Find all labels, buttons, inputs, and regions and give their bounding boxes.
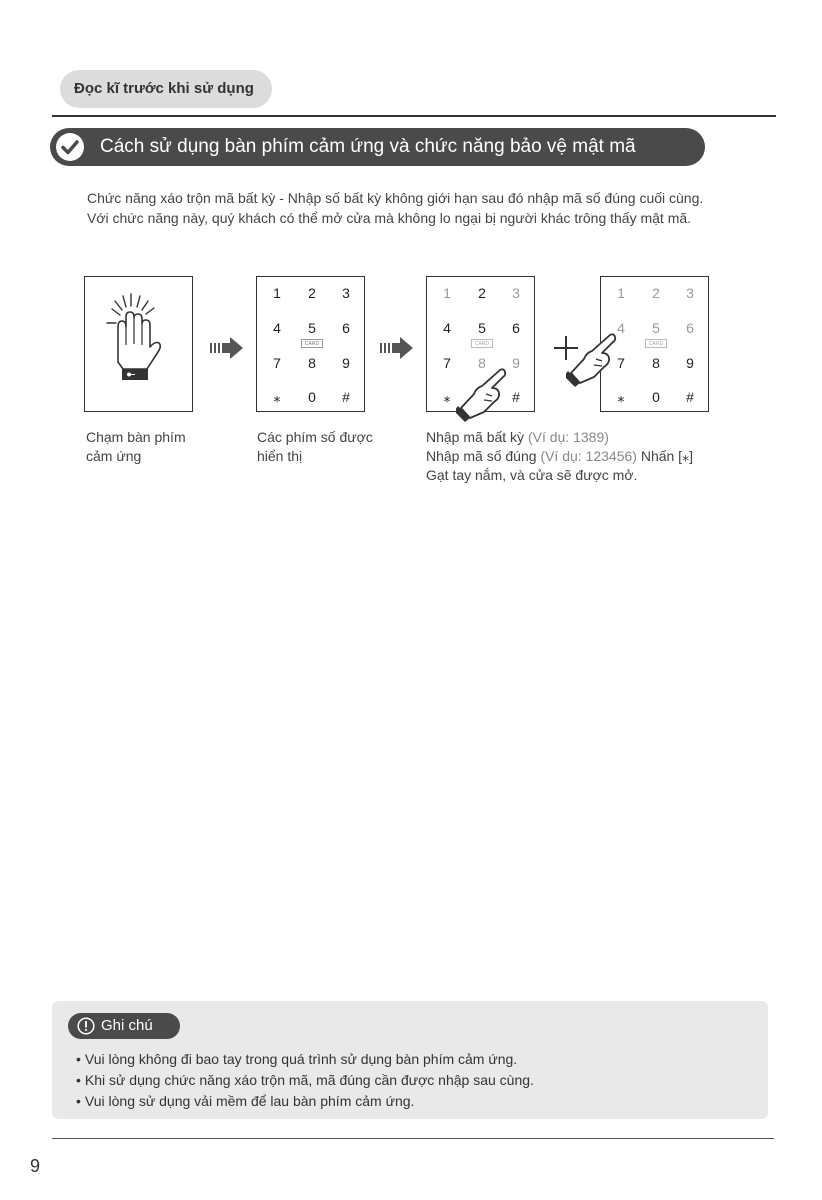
section-title: Cách sử dụng bàn phím cảm ứng và chức năng bảo vệ mật mã <box>100 136 636 157</box>
intro-line-2: Với chức năng này, quý khách có thể mở cửa mà không lo ngại bị người khác trông thấy mật mã. <box>87 210 692 226</box>
key-hash[interactable]: # <box>686 389 694 405</box>
key-0[interactable]: 0 <box>652 389 660 405</box>
arrow-right-icon <box>210 335 244 361</box>
pointing-finger-icon <box>456 366 512 422</box>
note-item: • Khi sử dụng chức năng xáo trộn mã, mã đúng cần được nhập sau cùng. <box>76 1070 534 1091</box>
key-1[interactable]: 1 <box>273 285 281 301</box>
check-circle-icon <box>55 132 85 162</box>
step-1-line-1: Chạm bàn phím <box>86 429 186 445</box>
arrow-right-icon <box>380 335 414 361</box>
key-star[interactable]: ⁎ <box>443 389 451 405</box>
key-3[interactable]: 3 <box>512 285 520 301</box>
key-9[interactable]: 9 <box>512 355 520 371</box>
key-5[interactable]: 5 <box>478 320 486 336</box>
key-2[interactable]: 2 <box>478 285 486 301</box>
step-1-caption <box>86 428 236 466</box>
key-2[interactable]: 2 <box>652 285 660 301</box>
notes-box <box>52 1001 768 1119</box>
key-9[interactable]: 9 <box>342 355 350 371</box>
key-7[interactable]: 7 <box>617 355 625 371</box>
step-3-random-code-text: Nhập mã bất kỳ <box>426 429 525 445</box>
step-3-press-star-text: Nhấn [⁎] <box>640 448 693 464</box>
intro-text <box>87 188 787 228</box>
step-3-correct-code-text: Nhập mã số đúng <box>426 448 537 464</box>
key-9[interactable]: 9 <box>686 355 694 371</box>
step-3-line-2 <box>426 447 766 466</box>
notes-title-pill <box>68 1013 180 1039</box>
section-title-bar <box>50 128 705 166</box>
key-hash[interactable]: # <box>342 389 350 405</box>
step-2-caption <box>257 428 407 466</box>
intro-line-1: Chức năng xáo trộn mã bất kỳ - Nhập số bất kỳ không giới hạn sau đó nhập mã số đúng cuối cùng. <box>87 190 704 206</box>
header-divider <box>52 115 776 117</box>
key-7[interactable]: 7 <box>443 355 451 371</box>
key-1[interactable]: 1 <box>617 285 625 301</box>
step-2-line-2: hiển thị <box>257 448 303 464</box>
key-5[interactable]: 5 <box>308 320 316 336</box>
key-5[interactable]: 5 <box>652 320 660 336</box>
key-star[interactable]: ⁎ <box>273 389 281 405</box>
footer-divider <box>52 1138 774 1139</box>
notes-list <box>76 1049 534 1112</box>
key-4[interactable]: 4 <box>617 320 625 336</box>
touch-panel <box>84 276 193 412</box>
key-2[interactable]: 2 <box>308 285 316 301</box>
hand-touch-icon <box>85 277 191 410</box>
key-hash[interactable]: # <box>512 389 520 405</box>
key-6[interactable]: 6 <box>512 320 520 336</box>
step-1-line-2: cảm ứng <box>86 448 142 464</box>
key-star[interactable]: ⁎ <box>617 389 625 405</box>
step-3-line-3: Gạt tay nắm, và cửa sẽ được mở. <box>426 467 638 483</box>
note-item: • Vui lòng sử dụng vải mềm để lau bàn phím cảm ứng. <box>76 1091 534 1112</box>
note-item: • Vui lòng không đi bao tay trong quá trình sử dụng bàn phím cảm ứng. <box>76 1049 534 1070</box>
key-3[interactable]: 3 <box>342 285 350 301</box>
step-2-line-1: Các phím số được <box>257 429 373 445</box>
card-label: CARD <box>645 339 667 348</box>
exclamation-circle-icon <box>77 1017 95 1035</box>
pointing-finger-icon <box>566 331 622 387</box>
step-3-caption <box>426 428 766 485</box>
key-6[interactable]: 6 <box>342 320 350 336</box>
key-8[interactable]: 8 <box>478 355 486 371</box>
key-1[interactable]: 1 <box>443 285 451 301</box>
key-7[interactable]: 7 <box>273 355 281 371</box>
keypad-lit-panel <box>256 276 365 412</box>
section-header-pill: Đọc kĩ trước khi sử dụng <box>60 70 272 108</box>
step-3-random-code-example: (Ví dụ: 1389) <box>527 429 609 445</box>
key-3[interactable]: 3 <box>686 285 694 301</box>
key-4[interactable]: 4 <box>443 320 451 336</box>
step-3-correct-code-example: (Ví dụ: 123456) <box>540 448 637 464</box>
key-8[interactable]: 8 <box>308 355 316 371</box>
notes-title: Ghi chú <box>101 1017 153 1034</box>
key-0[interactable]: 0 <box>308 389 316 405</box>
step-3-line-1 <box>426 428 766 447</box>
card-label: CARD <box>301 339 323 348</box>
key-6[interactable]: 6 <box>686 320 694 336</box>
card-label: CARD <box>471 339 493 348</box>
key-4[interactable]: 4 <box>273 320 281 336</box>
key-8[interactable]: 8 <box>652 355 660 371</box>
page-number: 9 <box>30 1156 41 1176</box>
